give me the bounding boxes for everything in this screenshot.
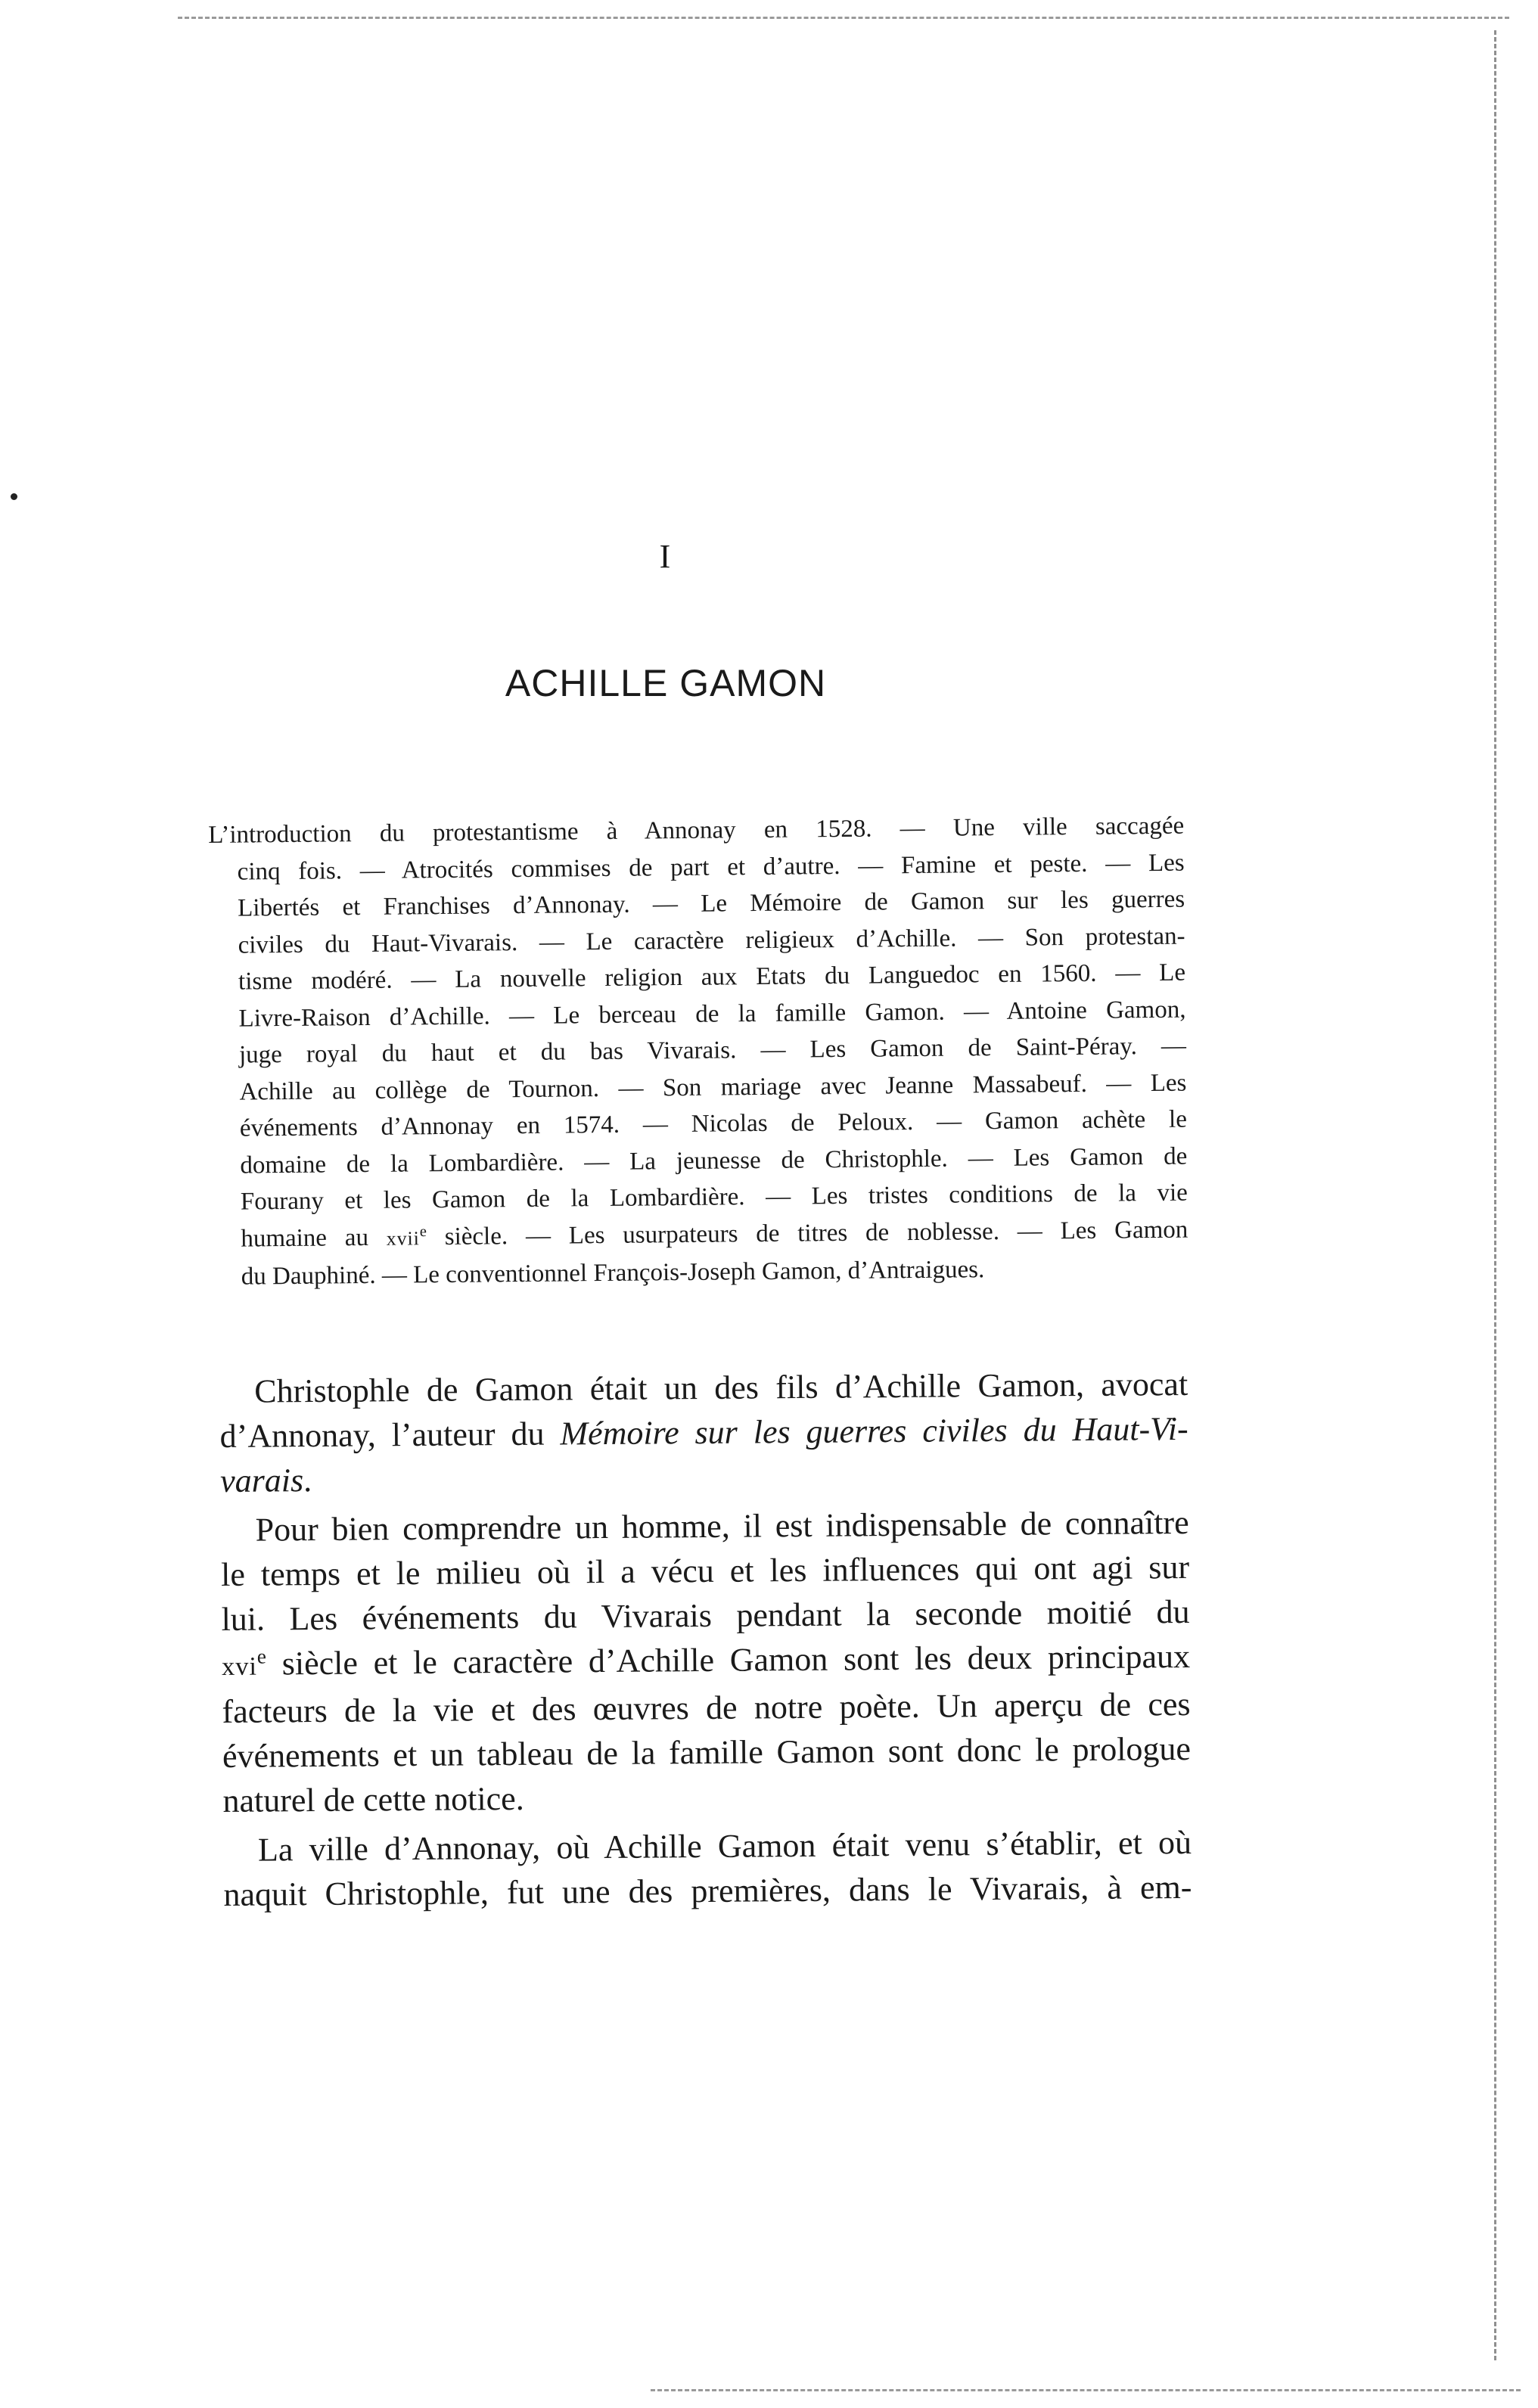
chapter-number: I [659, 538, 673, 575]
summary-line: Livre-Raison d’Achille. — Le berceau de la famille Gamon. — Antoine Gamon, [238, 996, 1186, 1033]
century-numeral: xvii [386, 1226, 421, 1250]
text-line: La ville d’Annonay, où Achille Gamon était venu s’établir, et où [257, 1823, 1192, 1869]
chapter-summary [208, 808, 1188, 1296]
text-line: Christophle de Gamon était un des fils d’Achille Gamon, avocat [254, 1365, 1188, 1410]
summary-text: siècle. — Les usurpateurs de titres de noblesse. — Les Gamon [426, 1216, 1188, 1251]
text-line: événements et un tableau de la famille Gamon sont donc le prologue [222, 1729, 1192, 1775]
scan-edge-top [178, 17, 1509, 19]
summary-line: juge royal du haut et du bas Vivarais. — Les Gamon de Saint-Péray. — [238, 1032, 1187, 1069]
text-line [220, 1451, 1188, 1503]
summary-line: domaine de la Lombardière. — La jeunesse de Christophle. — Les Gamon de [240, 1142, 1188, 1179]
summary-line: Fourany et les Gamon de la Lombardière. — Les tristes conditions de la vie [240, 1179, 1188, 1216]
summary-line: Achille au collège de Tournon. — Son mariage avec Jeanne Massabeuf. — Les [239, 1069, 1187, 1106]
body-text [219, 1362, 1192, 1917]
summary-line: Libertés et Franchises d’Annonay. — Le Mémoire de Gamon sur les guerres [237, 885, 1185, 922]
text-line: naquit Christophle, fut une des premières, dans le Vivarais, à em- [223, 1868, 1192, 1913]
text-run: d’Annonay, l’auteur du [219, 1415, 561, 1455]
text-run: . [303, 1462, 312, 1499]
text-line [219, 1406, 1188, 1459]
paragraph [219, 1362, 1188, 1503]
summary-line: L’introduction du protestantisme à Annonay en 1528. — Une ville saccagée [208, 812, 1185, 849]
text-line: Pour bien comprendre un homme, il est indispensable de connaître [255, 1503, 1189, 1549]
text-line: naturel de cette notice. [222, 1779, 524, 1819]
scan-edge-bottom [651, 2389, 1521, 2391]
chapter-title: ACHILLE GAMON [505, 662, 827, 704]
work-title: varais [219, 1462, 304, 1499]
summary-line: du Dauphiné. — Le conventionnel François-Joseph Gamon, d’Antraigues. [241, 1256, 985, 1291]
text-run: siècle et le caractère d’Achille Gamon sont les deux principaux [266, 1637, 1191, 1682]
century-superscript: e [256, 1645, 267, 1668]
text-line [222, 1634, 1190, 1689]
summary-text: humaine au [241, 1223, 387, 1253]
text-line: facteurs de la vie et des œuvres de notre poète. Un aperçu de ces [222, 1685, 1191, 1730]
summary-line: tisme modéré. — La nouvelle religion aux Etats du Languedoc en 1560. — Le [238, 959, 1186, 996]
paragraph [223, 1820, 1192, 1917]
text-line: lui. Les événements du Vivarais pendant la seconde moitié du [221, 1592, 1190, 1638]
summary-line: événements d’Annonay en 1574. — Nicolas de Peloux. — Gamon achète le [239, 1105, 1188, 1142]
work-title: Mémoire sur les guerres civiles du Haut-Vi- [560, 1409, 1188, 1453]
scan-edge-right [1494, 30, 1496, 2360]
summary-line: civiles du Haut-Vivarais. — Le caractère religieux d’Achille. — Son protestan- [238, 922, 1185, 959]
century-superscript: e [419, 1223, 427, 1240]
century-numeral: xvi [221, 1651, 258, 1681]
scan-speck [11, 493, 17, 500]
paragraph [220, 1500, 1191, 1823]
text-line: le temps et le milieu où il a vécu et les influences qui ont agi sur [220, 1548, 1190, 1593]
summary-line: cinq fois. — Atrocités commises de part et d’autre. — Famine et peste. — Les [237, 849, 1185, 886]
